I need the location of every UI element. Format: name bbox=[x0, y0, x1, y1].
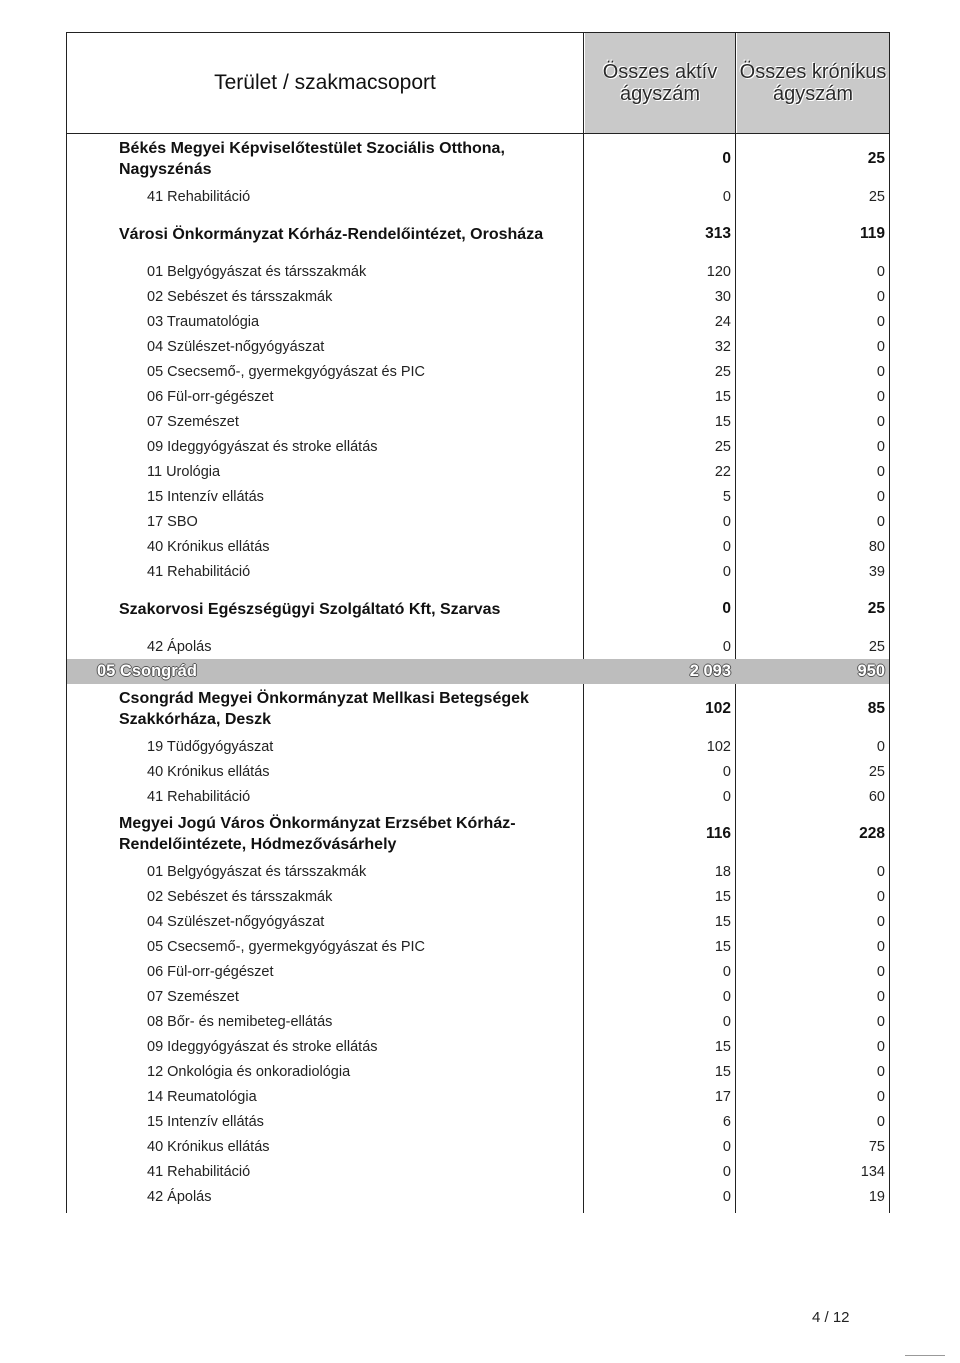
active-bed-count: 6 bbox=[722, 1113, 731, 1130]
active-bed-count: 0 bbox=[722, 563, 731, 580]
chronic-bed-count: 0 bbox=[876, 988, 885, 1005]
active-bed-count: 102 bbox=[705, 700, 731, 717]
column-divider bbox=[889, 33, 890, 1213]
chronic-bed-count: 0 bbox=[876, 288, 885, 305]
institution-row bbox=[67, 584, 889, 634]
active-bed-count: 0 bbox=[722, 1188, 731, 1205]
specialty-name: 03 Traumatológia bbox=[147, 313, 260, 330]
active-bed-count: 15 bbox=[714, 888, 731, 905]
table-row bbox=[67, 384, 889, 409]
active-bed-count: 32 bbox=[714, 338, 731, 355]
chronic-bed-count: 25 bbox=[868, 188, 885, 205]
specialty-name: 41 Rehabilitáció bbox=[147, 788, 251, 805]
chronic-bed-count: 0 bbox=[876, 363, 885, 380]
chronic-bed-count: 0 bbox=[876, 438, 885, 455]
table-row bbox=[67, 1009, 889, 1034]
active-bed-count: 0 bbox=[722, 188, 731, 205]
active-bed-count: 0 bbox=[722, 600, 731, 617]
active-bed-count: 25 bbox=[714, 438, 731, 455]
chronic-bed-count: 950 bbox=[857, 662, 885, 680]
specialty-name: 07 Szemészet bbox=[147, 413, 239, 430]
active-bed-count: 0 bbox=[722, 538, 731, 555]
table-row bbox=[67, 334, 889, 359]
chronic-bed-count: 0 bbox=[876, 388, 885, 405]
chronic-bed-count: 0 bbox=[876, 488, 885, 505]
chronic-bed-count: 39 bbox=[868, 563, 885, 580]
chronic-bed-count: 0 bbox=[876, 263, 885, 280]
chronic-bed-count: 0 bbox=[876, 938, 885, 955]
active-bed-count: 15 bbox=[714, 388, 731, 405]
chronic-bed-count: 0 bbox=[876, 738, 885, 755]
active-bed-count: 116 bbox=[705, 825, 731, 842]
institution-row bbox=[67, 134, 889, 184]
chronic-bed-count: 25 bbox=[868, 763, 885, 780]
table-row bbox=[67, 1059, 889, 1084]
chronic-bed-count: 75 bbox=[868, 1138, 885, 1155]
chronic-bed-count: 19 bbox=[868, 1188, 885, 1205]
table-row bbox=[67, 259, 889, 284]
table-row bbox=[67, 484, 889, 509]
active-bed-count: 0 bbox=[722, 763, 731, 780]
active-bed-count: 17 bbox=[714, 1088, 731, 1105]
table-row bbox=[67, 1109, 889, 1134]
institution-name: Csongrád Megyei Önkormányzat Mellkasi Betegségek Szakkórháza, Deszk bbox=[119, 690, 529, 728]
page-number: 4 / 12 bbox=[812, 1309, 850, 1326]
active-bed-count: 30 bbox=[714, 288, 731, 305]
table-row bbox=[67, 909, 889, 934]
active-bed-count: 15 bbox=[714, 1038, 731, 1055]
chronic-bed-count: 228 bbox=[859, 825, 885, 842]
table-row bbox=[67, 734, 889, 759]
chronic-bed-count: 0 bbox=[876, 338, 885, 355]
specialty-name: 12 Onkológia és onkoradiológia bbox=[147, 1063, 351, 1080]
chronic-bed-count: 0 bbox=[876, 1038, 885, 1055]
active-bed-count: 120 bbox=[706, 263, 731, 280]
specialty-name: 41 Rehabilitáció bbox=[147, 563, 251, 580]
chronic-bed-count: 0 bbox=[876, 513, 885, 530]
table-row bbox=[67, 759, 889, 784]
table-row bbox=[67, 434, 889, 459]
chronic-bed-count: 80 bbox=[868, 538, 885, 555]
chronic-bed-count: 134 bbox=[860, 1163, 885, 1180]
chronic-bed-count: 60 bbox=[868, 788, 885, 805]
table-row bbox=[67, 284, 889, 309]
institution-row bbox=[67, 809, 889, 859]
chronic-bed-count: 119 bbox=[859, 225, 885, 242]
active-bed-count: 0 bbox=[722, 638, 731, 655]
table-row bbox=[67, 984, 889, 1009]
specialty-name: 42 Ápolás bbox=[147, 1188, 212, 1205]
institution-name: Békés Megyei Képviselőtestület Szociális Otthona, Nagyszénás bbox=[119, 140, 505, 178]
specialty-name: 15 Intenzív ellátás bbox=[147, 1113, 264, 1130]
specialty-name: 09 Ideggyógyászat és stroke ellátás bbox=[147, 438, 378, 455]
chronic-bed-count: 0 bbox=[876, 1088, 885, 1105]
table-row bbox=[67, 784, 889, 809]
chronic-bed-count: 85 bbox=[867, 700, 885, 717]
chronic-bed-count: 25 bbox=[867, 600, 885, 617]
table-row bbox=[67, 859, 889, 884]
active-bed-count: 0 bbox=[722, 788, 731, 805]
scan-artifact-line bbox=[905, 1355, 945, 1356]
header-chronic-beds: Összes krónikus ágyszám bbox=[737, 33, 889, 133]
chronic-bed-count: 0 bbox=[876, 888, 885, 905]
active-bed-count: 18 bbox=[714, 863, 731, 880]
table-row bbox=[67, 1159, 889, 1184]
specialty-name: 04 Szülészet-nőgyógyászat bbox=[147, 338, 325, 355]
chronic-bed-count: 25 bbox=[867, 150, 885, 167]
table-row bbox=[67, 1034, 889, 1059]
table-row bbox=[67, 509, 889, 534]
active-bed-count: 0 bbox=[722, 963, 731, 980]
active-bed-count: 2 093 bbox=[689, 662, 731, 680]
specialty-name: 19 Tüdőgyógyászat bbox=[147, 738, 274, 755]
active-bed-count: 0 bbox=[722, 150, 731, 167]
table-row bbox=[67, 309, 889, 334]
institution-row bbox=[67, 209, 889, 259]
specialty-name: 15 Intenzív ellátás bbox=[147, 488, 264, 505]
specialty-name: 06 Fül-orr-gégészet bbox=[147, 963, 274, 980]
region-row bbox=[67, 659, 889, 684]
specialty-name: 40 Krónikus ellátás bbox=[147, 538, 270, 555]
table-row bbox=[67, 884, 889, 909]
chronic-bed-count: 0 bbox=[876, 413, 885, 430]
table-row bbox=[67, 534, 889, 559]
table-row bbox=[67, 959, 889, 984]
active-bed-count: 25 bbox=[714, 363, 731, 380]
active-bed-count: 5 bbox=[722, 488, 731, 505]
active-bed-count: 0 bbox=[722, 1138, 731, 1155]
active-bed-count: 15 bbox=[714, 1063, 731, 1080]
table-row bbox=[67, 184, 889, 209]
chronic-bed-count: 0 bbox=[876, 863, 885, 880]
table-row bbox=[67, 1184, 889, 1209]
specialty-name: 07 Szemészet bbox=[147, 988, 239, 1005]
specialty-name: 02 Sebészet és társszakmák bbox=[147, 888, 333, 905]
chronic-bed-count: 25 bbox=[868, 638, 885, 655]
chronic-bed-count: 0 bbox=[876, 1013, 885, 1030]
header-active-beds: Összes aktív ágyszám bbox=[585, 33, 735, 133]
specialty-name: 41 Rehabilitáció bbox=[147, 188, 251, 205]
active-bed-count: 22 bbox=[714, 463, 731, 480]
specialty-name: 11 Urológia bbox=[147, 463, 221, 480]
specialty-name: 01 Belgyógyászat és társszakmák bbox=[147, 263, 367, 280]
bed-count-table bbox=[66, 32, 890, 1213]
table-row bbox=[67, 359, 889, 384]
active-bed-count: 0 bbox=[722, 1163, 731, 1180]
table-row bbox=[67, 634, 889, 659]
chronic-bed-count: 0 bbox=[876, 1063, 885, 1080]
active-bed-count: 0 bbox=[722, 513, 731, 530]
specialty-name: 42 Ápolás bbox=[147, 638, 212, 655]
active-bed-count: 15 bbox=[714, 413, 731, 430]
header-area-label: Terület / szakmacsoport bbox=[214, 71, 436, 94]
active-bed-count: 15 bbox=[714, 938, 731, 955]
specialty-name: 40 Krónikus ellátás bbox=[147, 1138, 270, 1155]
chronic-bed-count: 0 bbox=[876, 313, 885, 330]
institution-name: Szakorvosi Egészségügyi Szolgáltató Kft, Szarvas bbox=[119, 600, 501, 618]
specialty-name: 14 Reumatológia bbox=[147, 1088, 257, 1105]
institution-name: Megyei Jogú Város Önkormányzat Erzsébet Kórház-Rendelőintézete, Hódmezővásárhely bbox=[119, 815, 516, 853]
active-bed-count: 0 bbox=[722, 988, 731, 1005]
specialty-name: 05 Csecsemő-, gyermekgyógyászat és PIC bbox=[147, 938, 426, 955]
chronic-bed-count: 0 bbox=[876, 463, 885, 480]
specialty-name: 01 Belgyógyászat és társszakmák bbox=[147, 863, 367, 880]
table-row bbox=[67, 559, 889, 584]
specialty-name: 05 Csecsemő-, gyermekgyógyászat és PIC bbox=[147, 363, 426, 380]
chronic-bed-count: 0 bbox=[876, 963, 885, 980]
chronic-bed-count: 0 bbox=[876, 913, 885, 930]
active-bed-count: 102 bbox=[706, 738, 731, 755]
table-row bbox=[67, 934, 889, 959]
chronic-bed-count: 0 bbox=[876, 1113, 885, 1130]
table-row bbox=[67, 1084, 889, 1109]
active-bed-count: 24 bbox=[714, 313, 731, 330]
table-row bbox=[67, 409, 889, 434]
institution-row bbox=[67, 684, 889, 734]
specialty-name: 41 Rehabilitáció bbox=[147, 1163, 251, 1180]
specialty-name: 40 Krónikus ellátás bbox=[147, 763, 270, 780]
institution-name: Városi Önkormányzat Kórház-Rendelőintézet, Orosháza bbox=[119, 225, 544, 243]
active-bed-count: 15 bbox=[714, 913, 731, 930]
specialty-name: 02 Sebészet és társszakmák bbox=[147, 288, 333, 305]
table-row bbox=[67, 459, 889, 484]
table-row bbox=[67, 1134, 889, 1159]
region-name: 05 Csongrád bbox=[97, 662, 197, 680]
specialty-name: 17 SBO bbox=[147, 513, 198, 530]
specialty-name: 06 Fül-orr-gégészet bbox=[147, 388, 274, 405]
active-bed-count: 0 bbox=[722, 1013, 731, 1030]
specialty-name: 04 Szülészet-nőgyógyászat bbox=[147, 913, 325, 930]
active-bed-count: 313 bbox=[705, 225, 731, 242]
specialty-name: 09 Ideggyógyászat és stroke ellátás bbox=[147, 1038, 378, 1055]
specialty-name: 08 Bőr- és nemibeteg-ellátás bbox=[147, 1013, 333, 1030]
